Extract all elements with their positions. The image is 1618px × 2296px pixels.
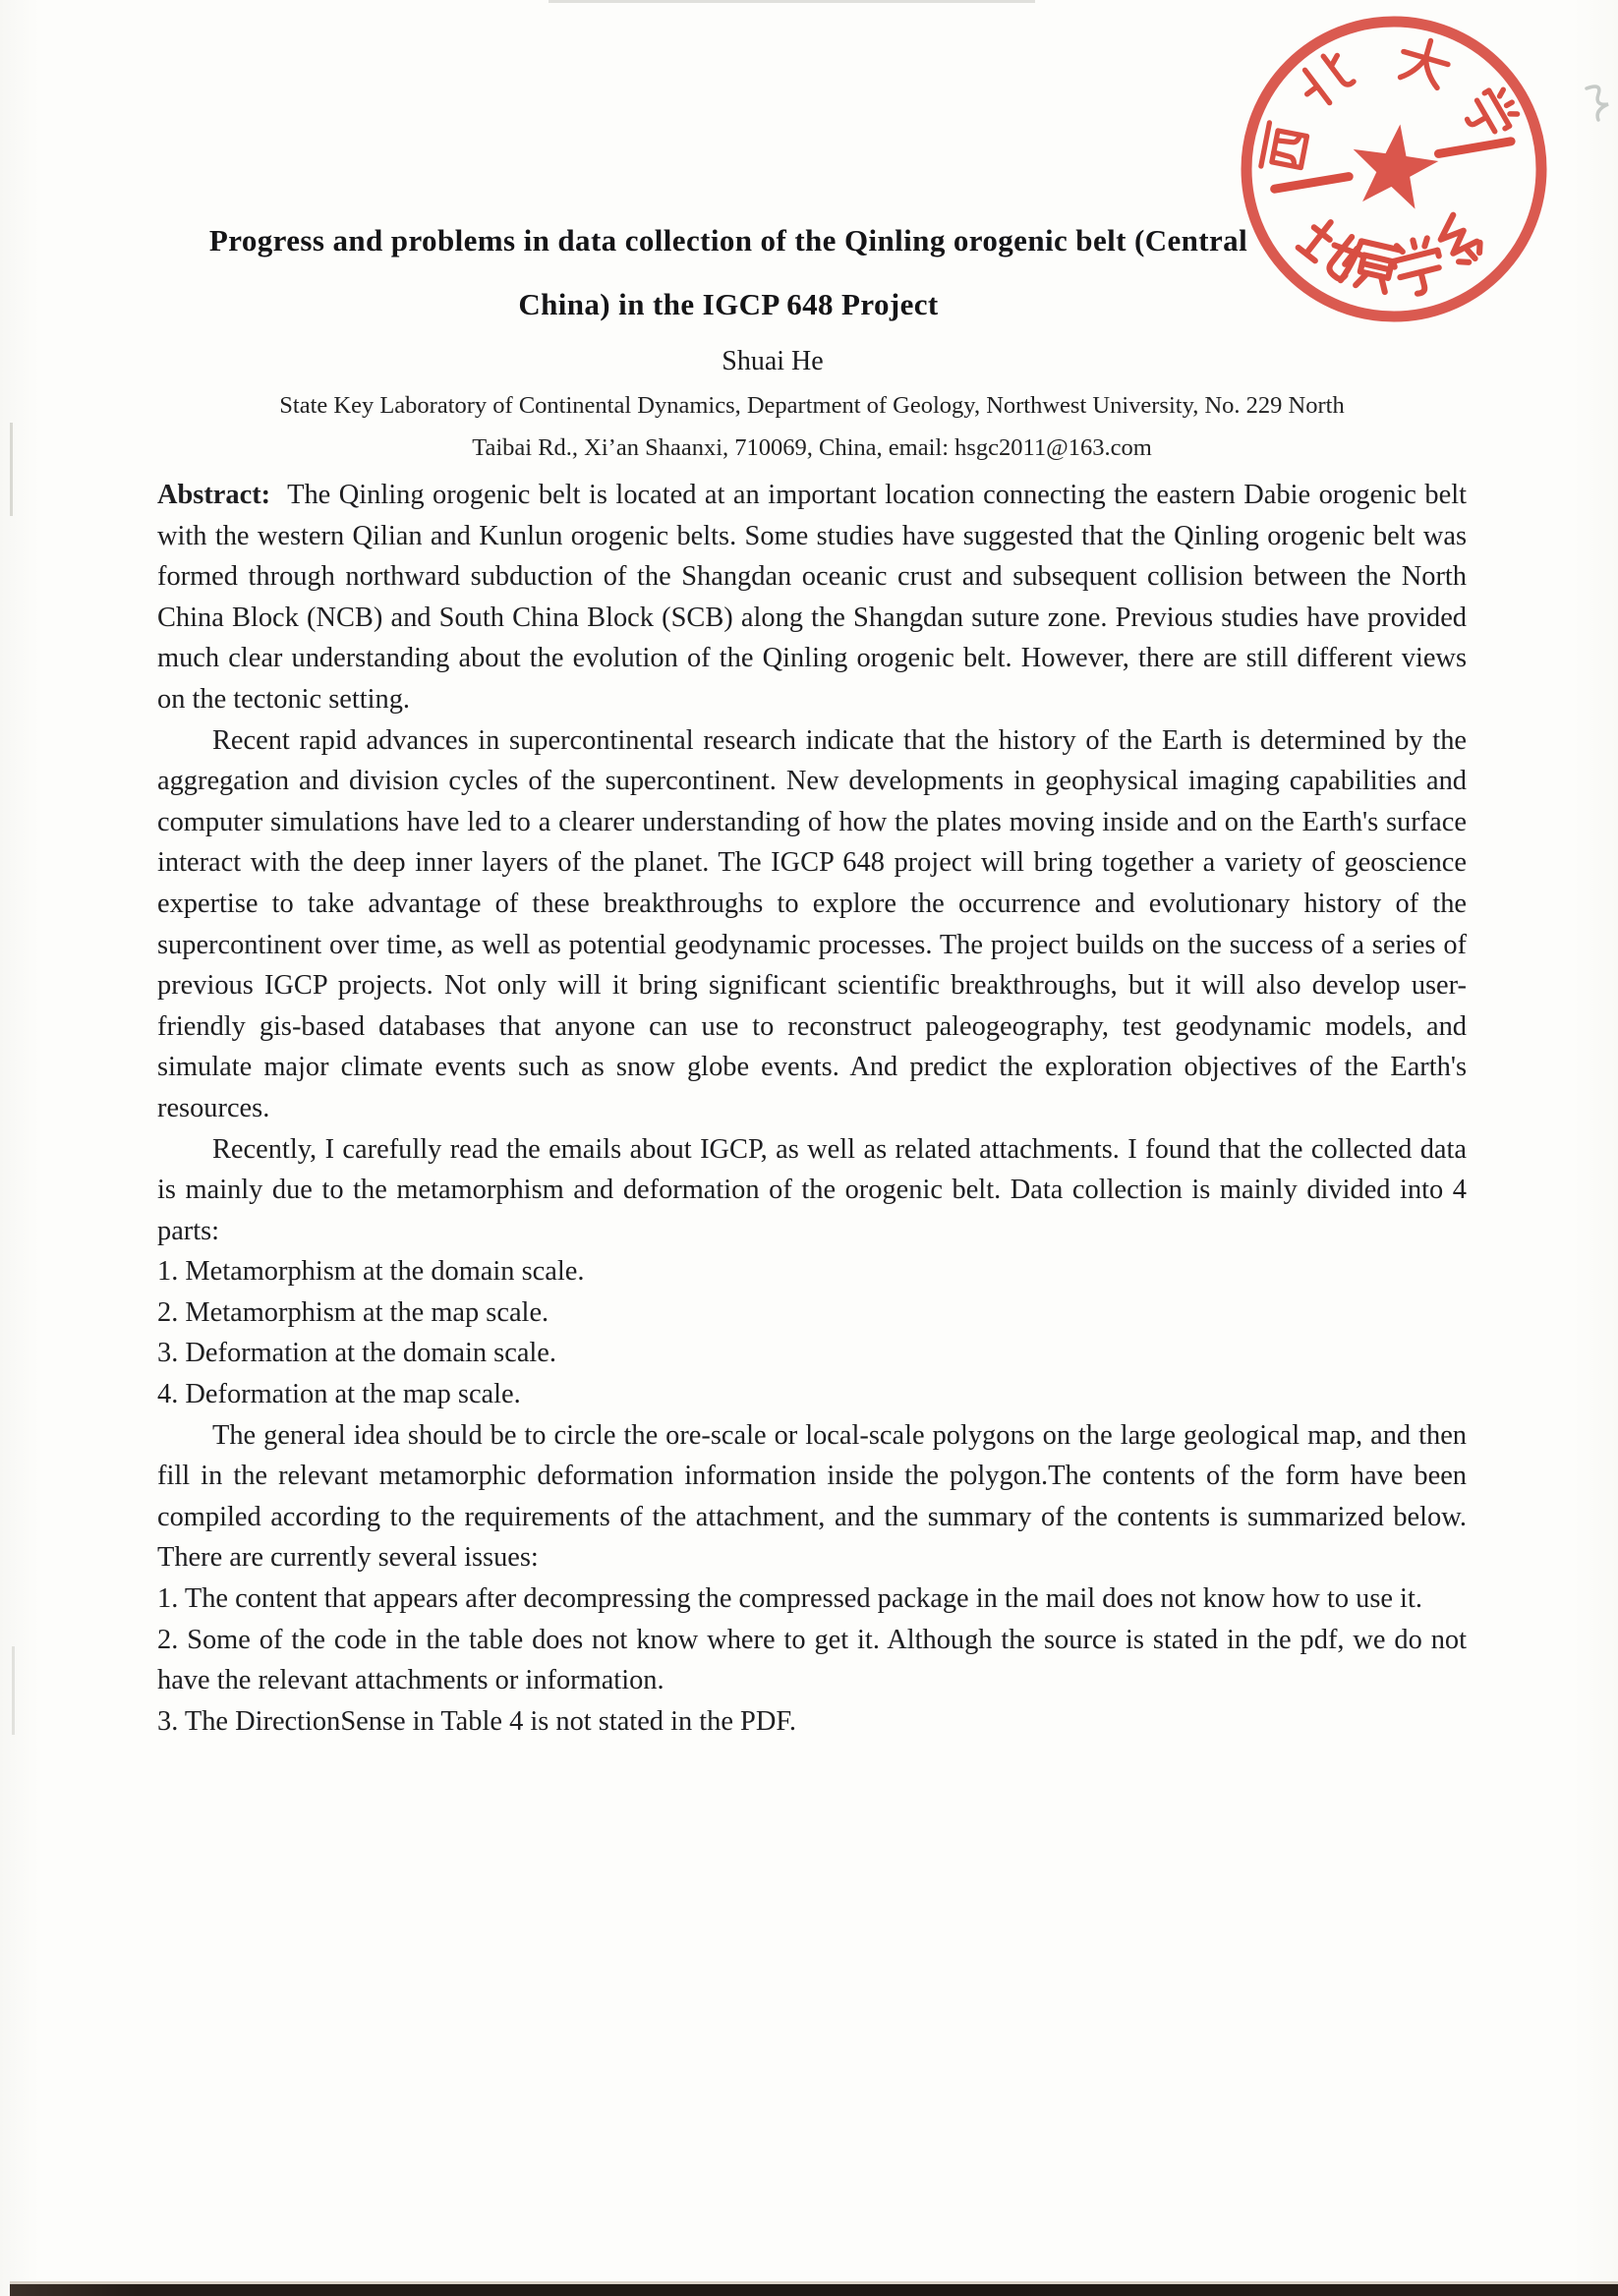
title-line-2: China) in the IGCP 648 Project (518, 287, 939, 321)
issue-item: 2. Some of the code in the table does not know where to get it. Although the source is stated in the pdf, we do not have the relevant attachments or information. (157, 1624, 1467, 1696)
university-seal-stamp-icon (1225, 0, 1579, 354)
paragraph-supercontinent: Recent rapid advances in supercontinental research indicate that the history of the Earth is determined by the aggregation and division cycles of the supercontinent. New developments in geophysical imaging capabilities and computer simulations have led to a clearer understanding of how the plates moving inside and on the Earth's surface interact with the deep inner layers of the planet. The IGCP 648 project will bring together a variety of geoscience expertise to take advantage of these breakthroughs to explore the occurrence and evolutionary history of the supercontinent over time, as well as potential geodynamic processes. The project builds on the success of a series of previous IGCP projects. Not only will it bring significant scientific breakthroughs, but it will also develop user-friendly gis-based databases that anyone can use to reconstruct paleogeography, test geodynamic models, and simulate major climate events such as snow globe events. And predict the exploration objectives of the Earth's resources. (157, 724, 1467, 1123)
affiliation-line-2: Taibai Rd., Xi’an Shaanxi, 710069, China, email: hsgc2011@163.com (472, 434, 1152, 461)
body-text (157, 475, 1467, 1742)
scan-left-artifact (12, 1646, 15, 1735)
data-part-item: 1. Metamorphism at the domain scale. (157, 1256, 585, 1288)
scan-top-edge (549, 0, 1035, 3)
pencil-smudge-mark (1573, 81, 1618, 149)
author-name: Shuai He (722, 346, 824, 376)
abstract-label: Abstract: (157, 480, 271, 510)
data-part-item: 3. Deformation at the domain scale. (157, 1338, 557, 1369)
document-body (157, 208, 1467, 1742)
paragraph-data-collection: Recently, I carefully read the emails about IGCP, as well as related attachments. I found that the collected data is mainly due to the metamorphism and deformation of the orogenic belt. Data collection is mainly divided into 4 parts: (157, 1133, 1467, 1246)
abstract-paragraph (157, 475, 1467, 720)
scan-left-artifact (10, 423, 13, 516)
data-part-item: 4. Deformation at the map scale. (157, 1379, 521, 1410)
stamp-bottom-characters (1299, 214, 1486, 298)
issue-item: 3. The DirectionSense in Table 4 is not stated in the PDF. (157, 1705, 796, 1737)
title-line-1: Progress and problems in data collection of the Qinling orogenic belt (Central (208, 223, 1248, 258)
issue-item: 1. The content that appears after decompressing the compressed package in the mail does not know how to use it. (157, 1583, 1422, 1615)
star-icon (1347, 118, 1443, 211)
abstract-text: The Qinling orogenic belt is located at an important location connecting the eastern Dabie orogenic belt with the western Qilian and Kunlun orogenic belts. Some studies have suggested that the Qinling orogenic belt was formed through northward subduction of the Shangdan oceanic crust and subsequent collision between the North China Block (NCB) and South China Block (SCB) along the Shangdan suture zone. Previous studies have provided much clear understanding about the evolution of the Qinling orogenic belt. However, there are still different views on the tectonic setting. (157, 480, 1467, 715)
paragraph-general-idea: The general idea should be to circle the ore-scale or local-scale polygons on the large geological map, and then fill in the relevant metamorphic deformation information inside the polygon.The contents of the form have been compiled according to the requirements of the attachment, and the summary of the contents is summarized below. There are currently several issues: (157, 1419, 1467, 1574)
affiliation-line-1: State Key Laboratory of Continental Dynamics, Department of Geology, Northwest University, No. 229 North (279, 392, 1345, 419)
scan-bottom-edge (10, 2284, 1618, 2296)
data-part-item: 2. Metamorphism at the map scale. (157, 1296, 549, 1328)
